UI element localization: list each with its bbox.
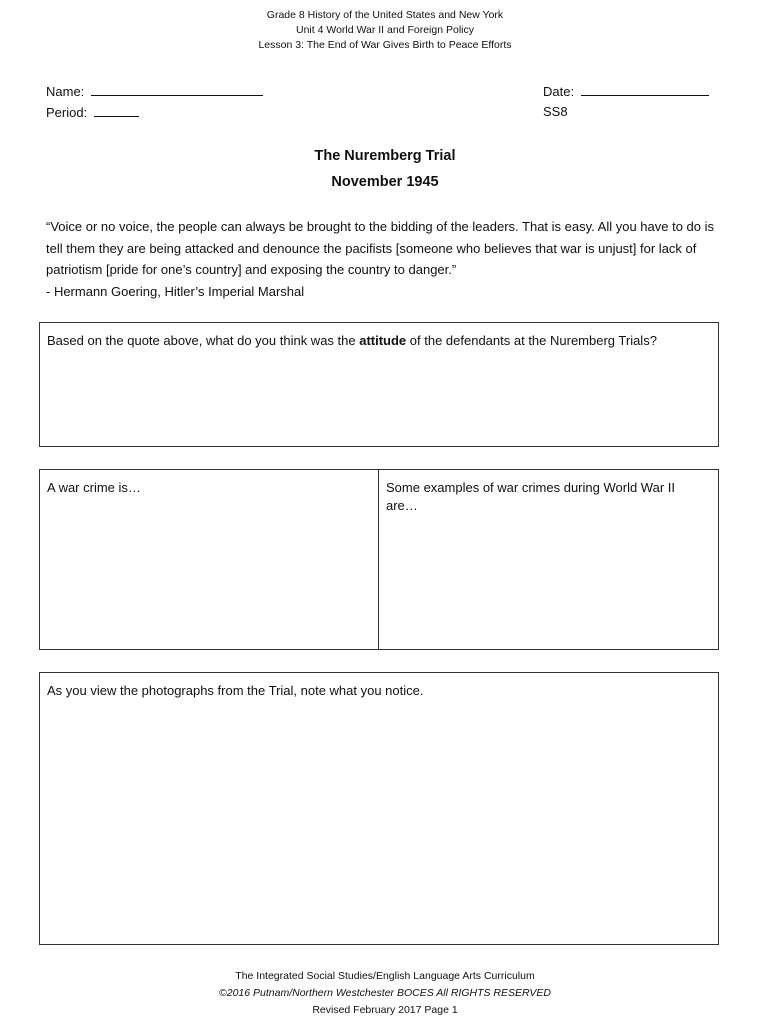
header-unit-title: Unit 4 World War II and Foreign Policy — [296, 24, 474, 36]
header-lesson-title: Lesson 3: The End of War Gives Birth to Peace Efforts — [258, 39, 512, 51]
quote-text: “Voice or no voice, the people can always be brought to the bidding of the leaders. That is easy. All you have to do is tell them they are being attacked and denounce the pacifists [someone who believes that war is unjust] for lack of patriotism [pride for one’s country] and exposing the country to danger.” — [46, 219, 714, 277]
name-blank[interactable] — [91, 83, 263, 96]
date-label: Date: — [543, 84, 575, 99]
document-footer — [0, 968, 770, 1019]
war-crime-examples-box[interactable] — [378, 469, 719, 650]
quote-attribution: - Hermann Goering, Hitler’s Imperial Marshal — [46, 283, 305, 299]
war-crime-examples-prompt: Some examples of war crimes during World War II are… — [386, 480, 675, 513]
period-blank[interactable] — [94, 104, 139, 117]
attitude-prompt-keyword: attitude — [359, 333, 407, 348]
period-field — [46, 104, 139, 121]
attitude-prompt-end: of the defendants at the Nuremberg Trials? — [406, 333, 657, 348]
war-crime-definition-box[interactable] — [39, 469, 379, 650]
name-field — [46, 83, 263, 100]
footer-curriculum: The Integrated Social Studies/English Language Arts Curriculum — [235, 970, 535, 982]
attitude-prompt-start: Based on the quote above, what do you think was the — [47, 333, 360, 348]
attitude-prompt — [47, 332, 708, 350]
page-title: The Nuremberg Trial — [314, 148, 456, 164]
attitude-answer-box[interactable] — [39, 322, 719, 447]
date-field — [543, 83, 709, 100]
photo-observations-prompt: As you view the photographs from the Trial, note what you notice. — [47, 683, 424, 698]
header-course-title: Grade 8 History of the United States and New York — [266, 9, 504, 21]
war-crime-prompt: A war crime is… — [47, 480, 141, 495]
name-label: Name: — [46, 84, 85, 99]
document-header — [0, 8, 770, 53]
date-blank[interactable] — [581, 83, 709, 96]
photo-observations-box[interactable] — [39, 672, 719, 945]
period-label: Period: — [46, 105, 88, 120]
footer-copyright: ©2016 Putnam/Northern Westchester BOCES All RIGHTS RESERVED — [219, 987, 551, 999]
page-subtitle-date: November 1945 — [331, 174, 439, 190]
footer-revision-page: Revised February 2017 Page 1 — [312, 1004, 458, 1016]
goering-quote — [46, 216, 726, 302]
course-code: SS8 — [543, 104, 568, 119]
